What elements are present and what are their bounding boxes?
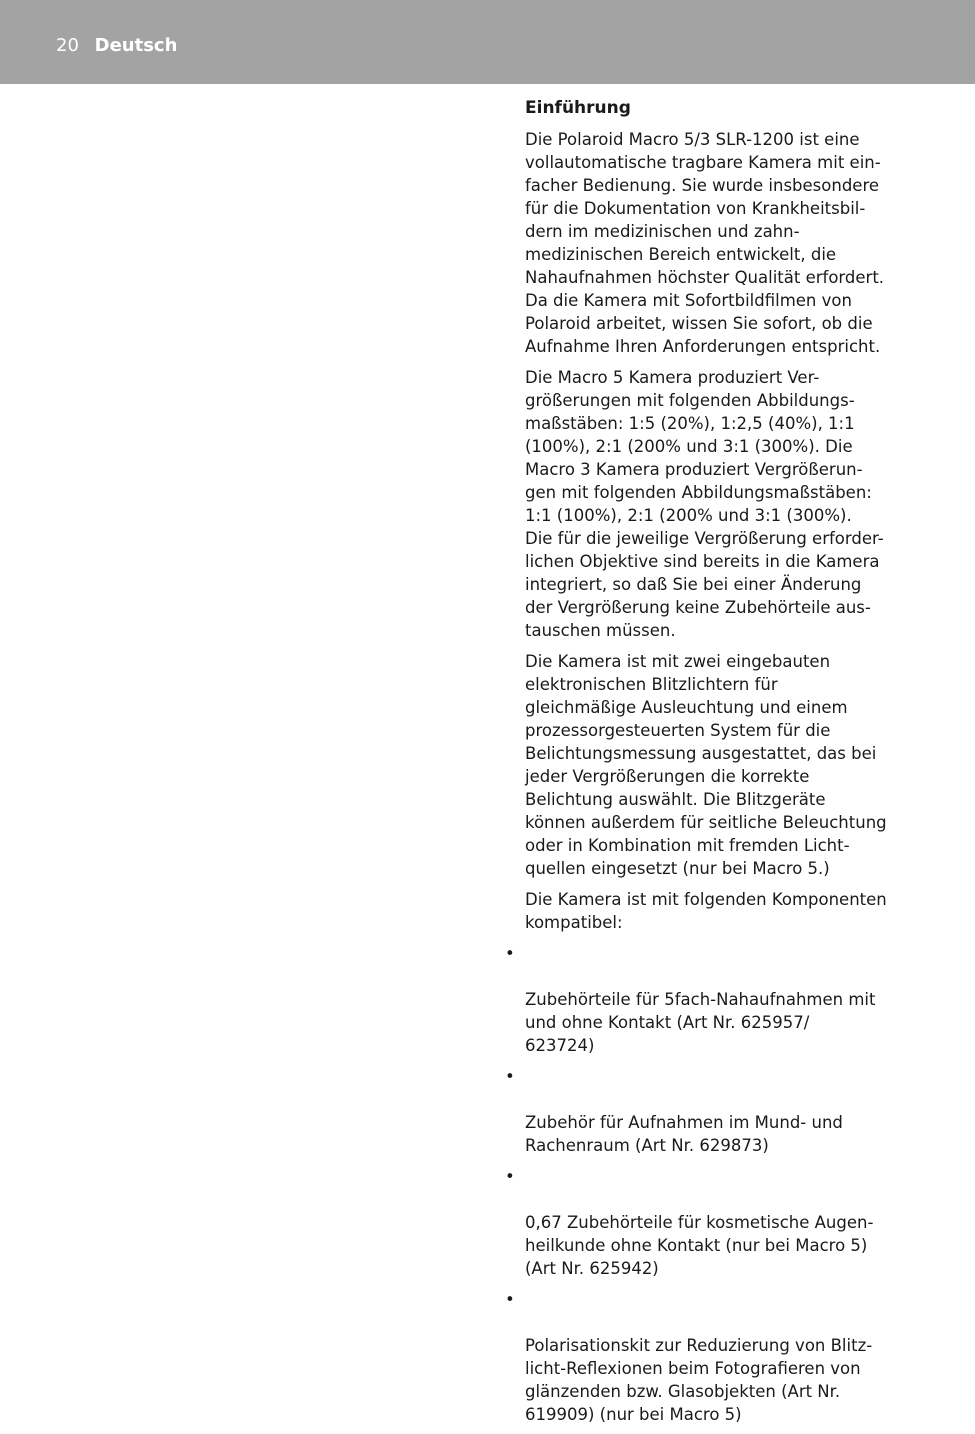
- bullet-icon: •: [505, 1167, 515, 1186]
- list-item: [505, 942, 910, 1057]
- main-content: [505, 96, 910, 1434]
- page-number: 20: [56, 35, 79, 56]
- list-item: [505, 1065, 910, 1157]
- component-list: [505, 942, 910, 1426]
- list-item-text: Polarisationskit zur Reduzierung von Blitz- licht-Reflexionen beim Fotografieren von glänzenden bzw. Glasobjekten (Art Nr. 619909) (nur bei Macro 5): [525, 1336, 873, 1424]
- list-item: [505, 1165, 910, 1280]
- language-label: Deutsch: [94, 35, 178, 56]
- list-item: [505, 1288, 910, 1426]
- section-title: Einführung: [525, 98, 631, 118]
- list-item-text: 0,67 Zubehörteile für kosmetische Augen- heilkunde ohne Kontakt (nur bei Macro 5) (Art Nr. 625942): [525, 1213, 874, 1278]
- paragraph-magnification: Die Macro 5 Kamera produziert Ver- größerungen mit folgenden Abbildungs- maßstäben: 1:5 (20%), 1:2,5 (40%), 1:1 (100%), 2:1 (200% und 3:1 (300%). Die Macro 3 Kamera produziert Vergrößerun- gen mit folgenden Abbildungsmaßstäben: 1:1 (100%), 2:1 (200% und 3:1 (300%). Die für die jeweilige Vergrößerung erforder- lichen Objektive sind bereits in die Kamera integriert, so daß Sie bei einer Änderung der Vergrößerung keine Zubehörteile aus- tauschen müssen.: [525, 368, 884, 640]
- header-bar: [0, 0, 975, 84]
- bullet-icon: •: [505, 1290, 515, 1309]
- header-text: [56, 34, 177, 58]
- paragraph-intro: Die Polaroid Macro 5/3 SLR-1200 ist eine vollautomatische tragbare Kamera mit ein- facher Bedienung. Sie wurde insbesondere für die Dokumentation von Krankheitsbil- dern im medizinischen und zahn- medizinischen Bereich entwickelt, die Nahaufnahmen höchster Qualität erfordert. Da die Kamera mit Sofortbildfilmen von Polaroid arbeitet, wissen Sie sofort, ob die Aufnahme Ihren Anforderungen entspricht.: [525, 130, 885, 356]
- list-item-text: Zubehör für Aufnahmen im Mund- und Rachenraum (Art Nr. 629873): [525, 1113, 843, 1155]
- list-item-text: Zubehörteile für 5fach-Nahaufnahmen mit und ohne Kontakt (Art Nr. 625957/ 623724): [525, 990, 876, 1055]
- paragraph-flash: Die Kamera ist mit zwei eingebauten elektronischen Blitzlichtern für gleichmäßige Ausleuchtung und einem prozessorgesteuerten System für die Belichtungsmessung ausgestattet, das bei jeder Vergrößerungen die korrekte Belichtung auswählt. Die Blitzgeräte können außerdem für seitliche Beleuchtung oder in Kombination mit fremden Licht- quellen eingesetzt (nur bei Macro 5.): [525, 652, 887, 878]
- paragraph-compatibility: Die Kamera ist mit folgenden Komponenten kompatibel:: [525, 890, 887, 932]
- bullet-icon: •: [505, 1067, 515, 1086]
- bullet-icon: •: [505, 944, 515, 963]
